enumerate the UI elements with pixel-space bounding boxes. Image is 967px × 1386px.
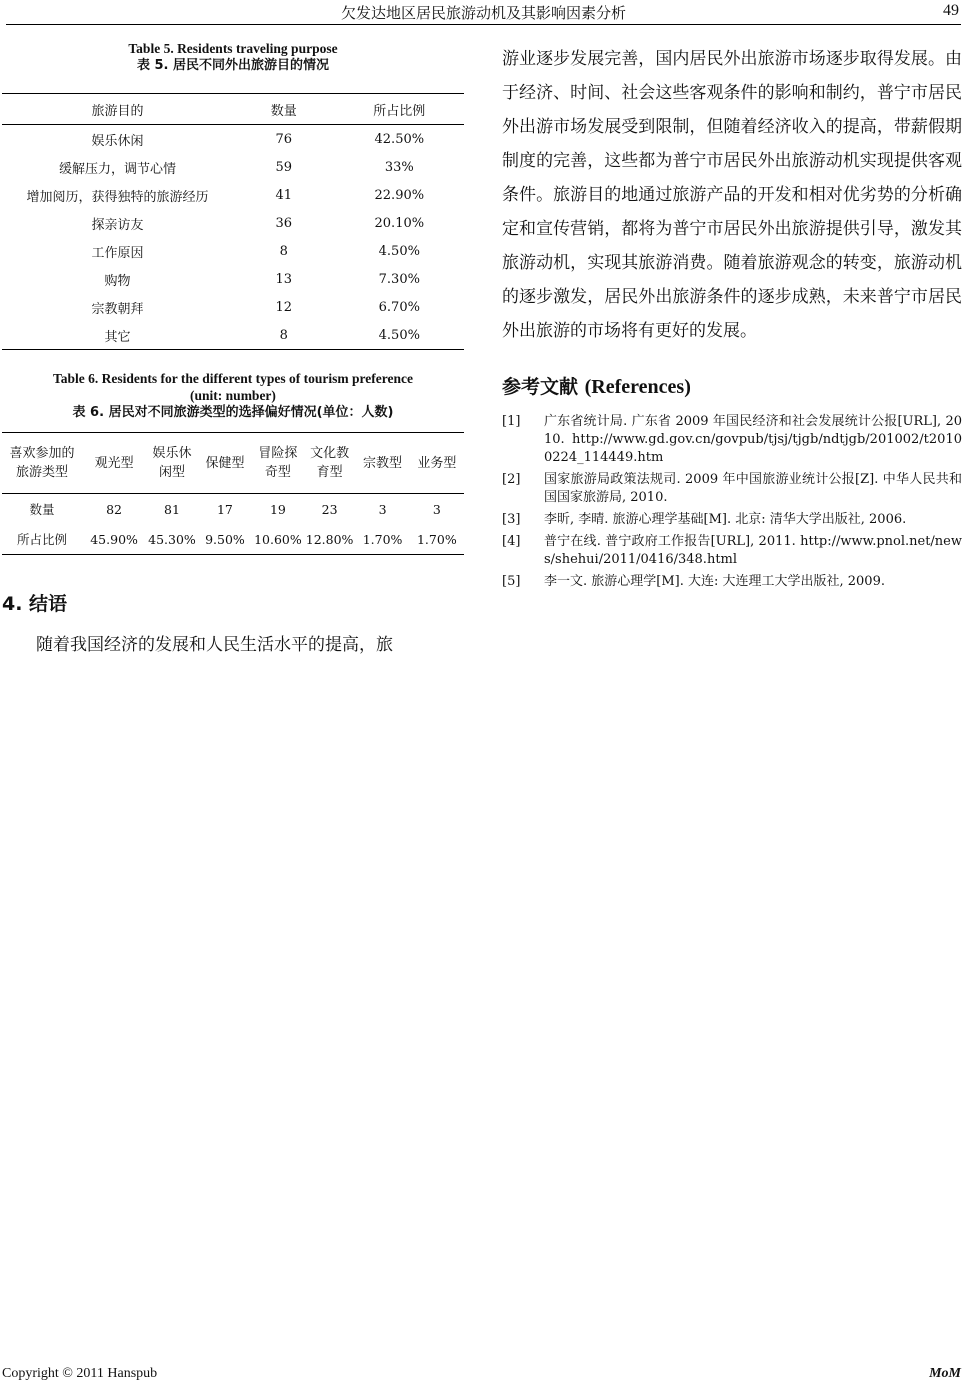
table-cell: 45.90% (90, 531, 138, 547)
page-number: 49 (943, 2, 959, 19)
table-cell: 8 (279, 327, 288, 343)
table-cell: 22.90% (374, 187, 425, 203)
left-column (2, 40, 464, 662)
reference-text: 李一文. 旅游心理学[M]. 大连: 大连理工大学出版社, 2009. (544, 574, 885, 589)
table5-caption-en: Table 5. Residents traveling purpose (128, 41, 338, 56)
conclusion-paragraph-start: 随着我国经济的发展和人民生活水平的提高，旅 (36, 635, 393, 655)
header-rule (6, 24, 961, 25)
footer-copyright: Copyright © 2011 Hanspub (2, 1366, 158, 1381)
table-cell: 42.50% (374, 131, 425, 147)
table-cell: 4.50% (378, 327, 420, 343)
table6 (2, 432, 464, 555)
table-cell: 购物 (104, 273, 131, 289)
references-title (502, 372, 962, 399)
table-cell: 19 (269, 501, 286, 517)
table-cell: 增加阅历，获得独特的旅游经历 (26, 189, 209, 205)
reference-text: 国家旅游局政策法规司. 2009 年中国旅游业统计公报[Z]. 中华人民共和国国家旅游局, 2010. (544, 472, 962, 505)
table-cell: 23 (321, 501, 338, 517)
table6-header-business: 业务型 (410, 433, 464, 494)
table-cell: 9.50% (205, 531, 245, 547)
table-cell: 13 (275, 271, 293, 287)
table6-caption-en-unit: (unit: number) (190, 388, 276, 403)
table-cell: 76 (275, 131, 293, 147)
reference-number: [3] (502, 512, 521, 527)
table-cell: 数量 (29, 502, 55, 517)
table-row (2, 153, 464, 181)
table5 (2, 93, 464, 350)
table5-header-ratio: 所占比例 (335, 94, 464, 125)
table-cell: 娱乐休闲 (91, 133, 144, 149)
table-cell: 缓解压力，调节心情 (58, 161, 176, 177)
table-row (2, 125, 464, 154)
table-row (2, 494, 464, 525)
table-cell: 7.30% (378, 271, 420, 287)
table6-header-type: 喜欢参加的旅游类型 (2, 433, 82, 494)
reference-item (502, 471, 962, 507)
table-cell: 3 (378, 501, 387, 517)
table-row (2, 321, 464, 350)
footer-journal: MoM (929, 1366, 961, 1381)
reference-text: 普宁在线. 普宁政府工作报告[URL], 2011. http://www.pnol.net/news/shehui/2011/0416/348.html (544, 534, 962, 567)
table-cell: 1.70% (362, 531, 403, 547)
reference-text: 广东省统计局. 广东省 2009 年国民经济和社会发展统计公报[URL], 2010. http://www.gd.gov.cn/govpub/tjsj/tjgb/ndtjgb/201002/t20100224_114449.htm (544, 414, 962, 465)
table-cell: 17 (216, 501, 233, 517)
table-cell: 6.70% (378, 299, 420, 315)
table-cell: 12.80% (305, 531, 354, 547)
references-title-en: (References) (584, 376, 691, 398)
conclusion-paragraph-continued: 游业逐步发展完善，国内居民外出旅游市场逐步取得发展。由于经济、时间、社会这些客观条件的影响和制约，普宁市居民外出游市场发展受到限制，但随着经济收入的提高，带薪假期制度的完善，这些都为普宁市居民外出旅游动机实现提供客观条件。旅游目的地通过旅游产品的开发和相对优劣势的分析确定和宣传营销，都将为普宁市居民外出旅游提供引导，激发其旅游动机，实现其旅游消费。随着旅游观念的转变，旅游动机的逐步激发，居民外出旅游条件的逐步成熟，未来普宁市居民外出旅游的市场将有更好的发展。 (502, 49, 962, 341)
table-cell: 59 (275, 159, 293, 175)
table6-header-leisure: 娱乐休闲型 (146, 433, 198, 494)
table5-header-row (2, 94, 464, 125)
table-cell: 8 (279, 243, 288, 259)
reference-number: [4] (502, 534, 521, 549)
table-cell: 33% (384, 159, 414, 175)
reference-number: [2] (502, 472, 521, 487)
reference-item (502, 573, 962, 591)
reference-item (502, 413, 962, 467)
table6-header-culture: 文化教育型 (304, 433, 356, 494)
reference-item (502, 533, 962, 569)
table-cell: 82 (106, 501, 123, 517)
table6-header-adventure: 冒险探奇型 (252, 433, 304, 494)
table6-caption-zh: 表 6. 居民对不同旅游类型的选择偏好情况(单位：人数) (72, 405, 394, 420)
table-row (2, 209, 464, 237)
table-cell: 工作原因 (91, 245, 144, 261)
table-row (2, 181, 464, 209)
reference-number: [5] (502, 574, 521, 589)
table6-header-health: 保健型 (198, 433, 252, 494)
table-row (2, 237, 464, 265)
table-cell: 10.60% (254, 531, 302, 547)
table-cell: 探亲访友 (91, 217, 144, 233)
references-title-zh: 参考文献 (502, 376, 579, 398)
table5-header-count: 数量 (233, 94, 335, 125)
reference-item (502, 511, 962, 529)
table-cell: 81 (164, 501, 180, 517)
table-cell: 所占比例 (16, 532, 67, 547)
table-cell: 3 (432, 501, 441, 517)
table6-caption-en: Table 6. Residents for the different types of tourism preference (53, 371, 413, 386)
table-row (2, 265, 464, 293)
reference-text: 李昕, 李晴. 旅游心理学基础[M]. 北京: 清华大学出版社, 2006. (544, 512, 907, 527)
table-cell: 36 (275, 215, 293, 231)
table-cell: 12 (275, 299, 293, 315)
table6-header-row (2, 433, 464, 494)
table-cell: 20.10% (374, 215, 425, 231)
table-cell: 1.70% (416, 531, 457, 547)
table-cell: 41 (275, 187, 293, 203)
table-cell: 45.30% (148, 531, 196, 547)
section-title-conclusion: 4. 结语 (2, 593, 68, 615)
reference-number: [1] (502, 414, 521, 429)
running-header-title: 欠发达地区居民旅游动机及其影响因素分析 (340, 4, 626, 22)
table-cell: 宗教朝拜 (91, 301, 144, 317)
table-row (2, 293, 464, 321)
table6-header-sightseeing: 观光型 (82, 433, 146, 494)
table-row (2, 524, 464, 555)
table6-header-religion: 宗教型 (355, 433, 409, 494)
table5-header-purpose: 旅游目的 (2, 94, 233, 125)
right-column (502, 40, 962, 591)
table5-caption-zh: 表 5. 居民不同外出旅游目的情况 (136, 58, 330, 73)
table-cell: 4.50% (378, 243, 420, 259)
table-cell: 其它 (104, 329, 131, 345)
